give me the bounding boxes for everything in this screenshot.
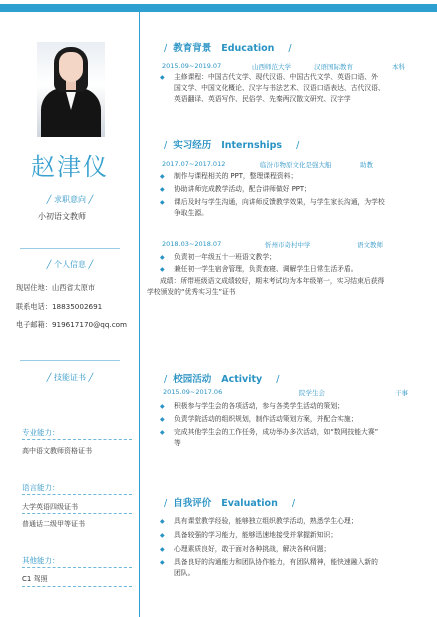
residence: 现居住地：山西省太原市 xyxy=(16,283,96,292)
dash-divider xyxy=(22,567,132,568)
dash-divider xyxy=(22,494,132,495)
divider xyxy=(20,248,120,249)
evaluation-item: ◆ 具有课堂教学经验，能够独立组织教学活动，熟悉学生心理； xyxy=(160,517,358,525)
profile-photo xyxy=(37,42,105,137)
lang-label: 语言能力： xyxy=(22,483,60,492)
education-heading: / 教育背景 Education / xyxy=(164,43,292,54)
internship1-item: ◆ 协助讲师完成教学活动，配合讲师做好 PPT； xyxy=(160,185,311,193)
lang-item: 大学英语四级证书 xyxy=(22,503,78,511)
education-courses: ◆ 主修课程：中国古代文学、现代汉语、中国古代文学、英语口语、外 国文学、中国文化概论、汉字与书法艺术、汉语口语表达、古代汉语、 英语翻译、英语写作、民俗学、先秦两汉散文研究、汉字学 xyxy=(160,73,385,103)
phone: 联系电话：18835002691 xyxy=(16,302,103,311)
pro-label: 专业能力： xyxy=(22,428,60,437)
other-label: 其他能力： xyxy=(22,556,60,565)
intent-heading: ╱ 求职意向 ╱ xyxy=(46,195,94,204)
internship2-item: ◆ 兼任初一学生宿舍管理，负责查寝、调解学生日常生活矛盾。 xyxy=(160,265,358,273)
top-banner xyxy=(0,0,437,12)
evaluation-item: ◆ 具备较强的学习能力，能够迅速地接受并掌握新知识； xyxy=(160,531,338,539)
skills-heading: ╱ 技能证书 ╱ xyxy=(46,373,94,382)
internships-heading: / 实习经历 Internships / xyxy=(164,140,300,151)
internship2-item: ◆ 负责初一年级五十一班语文教学； xyxy=(160,253,276,261)
activity-heading: / 校园活动 Activity / xyxy=(164,374,280,385)
personal-heading: ╱ 个人信息 ╱ xyxy=(46,260,94,269)
intent-value: 小初语文教师 xyxy=(38,212,86,221)
internship2-note: 成绩：所带班级语文成绩较好，期末考试均为本年级第一，实习结束后获得 学校颁发的“优秀实习生”证书 xyxy=(147,277,385,296)
evaluation-item: ◆ 具备良好的沟通能力和团队协作能力，有团队精神，能快速融入新的 团队。 xyxy=(160,558,378,577)
internship1-item: ◆ 制作与课程相关的 PPT，整理课程资料； xyxy=(160,172,298,180)
candidate-name: 赵津仪 xyxy=(31,153,109,181)
internship1-item: ◆ 课后及时与学生沟通，向讲师反馈教学效果，与学生家长沟通，为学校 争取生源。 xyxy=(160,198,385,217)
email: 电子邮箱：919617170@qq.com xyxy=(16,320,128,329)
lang-item: 普通话二级甲等证书 xyxy=(22,520,85,528)
sidebar-divider xyxy=(139,12,140,617)
activity-item: ◆ 完成其他学生会的工作任务，成功举办多次活动，如“数网技能大赛” 等 xyxy=(160,428,379,447)
divider xyxy=(20,360,120,361)
activity-item: ◆ 负责学院活动的组织规划，制作活动策划方案，并配合实施； xyxy=(160,415,358,423)
dash-divider xyxy=(22,513,132,514)
activity-item: ◆ 积极参与学生会的各项活动，参与各类学生活动的策划； xyxy=(160,402,344,410)
pro-item: 高中语文教师资格证书 xyxy=(22,447,92,455)
evaluation-heading: / 自我评价 Evaluation / xyxy=(164,498,296,509)
other-item: C1 驾照 xyxy=(22,575,48,583)
dash-divider xyxy=(22,439,132,440)
evaluation-item: ◆ 心理素质良好，敢于面对各种挑战，解决各种问题； xyxy=(160,545,331,553)
dash-divider xyxy=(22,586,132,587)
